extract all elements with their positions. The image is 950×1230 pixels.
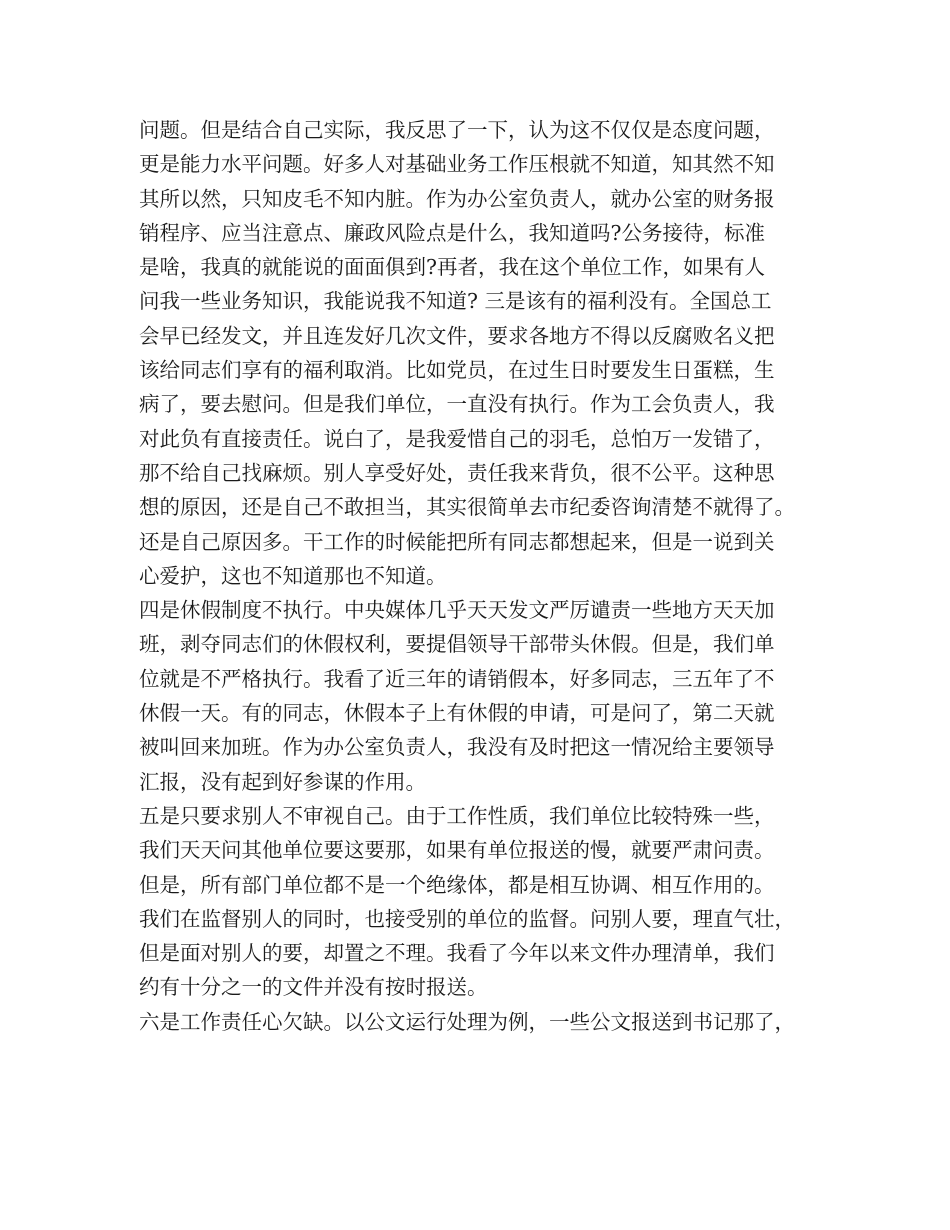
text-line: 我们在监督别人的同时，也接受别的单位的监督。问别人要，理直气壮， (139, 906, 795, 931)
text-line: 汇报，没有起到好参谋的作用。 (139, 769, 426, 794)
text-line: 六是工作责任心欠缺。以公文运行处理为例，一些公文报送到书记那了， (139, 1009, 795, 1034)
text-line: 问题。但是结合自己实际，我反思了一下，认为这不仅仅是态度问题， (139, 118, 775, 142)
text-line: 该给同志们享有的福利取消。比如党员，在过生日时要发生日蛋糕，生 (139, 358, 775, 383)
text-line: 四是休假制度不执行。中央媒体几乎天天发文严厉谴责一些地方天天加 (139, 598, 775, 623)
text-line: 其所以然，只知皮毛不知内脏。作为办公室负责人，就办公室的财务报 (139, 186, 775, 211)
text-line: 病了，要去慰问。但是我们单位，一直没有执行。作为工会负责人，我 (139, 392, 775, 417)
text-line: 我们天天问其他单位要这要那，如果有单位报送的慢，就要严肃问责。 (139, 838, 775, 863)
text-line: 班，剥夺同志们的休假权利，要提倡领导干部带头休假。但是，我们单 (139, 632, 775, 657)
text-line: 休假一天。有的同志，休假本子上有休假的申请，可是问了，第二天就 (139, 701, 775, 726)
text-line: 位就是不严格执行。我看了近三年的请销假本，好多同志，三五年了不 (139, 666, 775, 691)
text-line: 被叫回来加班。作为办公室负责人，我没有及时把这一情况给主要领导 (139, 735, 775, 760)
text-line: 但是面对别人的要，却置之不理。我看了今年以来文件办理清单，我们 (139, 941, 775, 966)
text-line: 问我一些业务知识，我能说我不知道? 三是该有的福利没有。全国总工 (139, 289, 772, 314)
text-line: 五是只要求别人不审视自己。由于工作性质，我们单位比较特殊一些， (139, 803, 775, 828)
body-text (139, 113, 839, 1039)
text-line: 销程序、应当注意点、廉政风险点是什么，我知道吗?公务接待，标准 (139, 220, 765, 245)
text-line: 会早已经发文，并且连发好几次文件，要求各地方不得以反腐败名义把 (139, 323, 775, 348)
text-line: 想的原因，还是自己不敢担当，其实很简单去市纪委咨询清楚不就得了。 (139, 495, 795, 520)
text-line: 还是自己原因多。干工作的时候能把所有同志都想起来，但是一说到关 (139, 529, 775, 554)
text-line: 更是能力水平问题。好多人对基础业务工作压根就不知道，知其然不知 (139, 152, 775, 177)
text-line: 对此负有直接责任。说白了，是我爱惜自己的羽毛，总怕万一发错了， (139, 426, 775, 451)
text-line: 约有十分之一的文件并没有按时报送。 (139, 975, 488, 1000)
text-line: 心爱护，这也不知道那也不知道。 (139, 563, 447, 588)
text-line: 但是，所有部门单位都不是一个绝缘体，都是相互协调、相互作用的。 (139, 872, 775, 897)
text-line: 是啥，我真的就能说的面面俱到?再者，我在这个单位工作，如果有人 (139, 255, 765, 280)
text-line: 那不给自己找麻烦。别人享受好处，责任我来背负，很不公平。这种思 (139, 460, 775, 485)
